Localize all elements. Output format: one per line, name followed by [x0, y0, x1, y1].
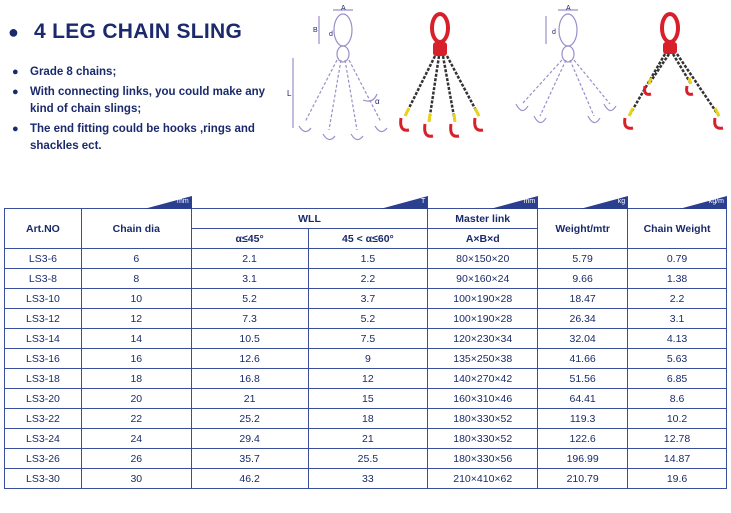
cell-master-link: 160×310×46 [428, 389, 538, 409]
dimension-b-label: B [313, 27, 318, 34]
header-weight-mtr-label: Weight/mtr [555, 222, 610, 235]
cell-art-no: LS3-16 [5, 349, 82, 369]
cell-master-link: 120×230×34 [428, 329, 538, 349]
cell-wll-60: 5.2 [308, 309, 428, 329]
cell-master-link: 100×190×28 [428, 309, 538, 329]
cell-chain-dia: 24 [81, 429, 191, 449]
feature-text: Grade 8 chains; [30, 66, 117, 78]
cell-master-link: 135×250×38 [428, 349, 538, 369]
cell-art-no: LS3-6 [5, 249, 82, 269]
dimension-a-label: A [341, 5, 346, 12]
unit-tab [679, 196, 727, 209]
header-master-link-dims: A×B×d [428, 229, 538, 249]
cell-wll-60: 1.5 [308, 249, 428, 269]
cell-chain-dia: 20 [81, 389, 191, 409]
cell-art-no: LS3-30 [5, 469, 82, 489]
specs-table [4, 198, 727, 489]
cell-chain-weight: 6.85 [628, 369, 727, 389]
dimension-d-label: d [552, 29, 556, 36]
hook-icon [451, 124, 459, 136]
table-row [5, 469, 727, 489]
header-master-link-label: Master link [455, 212, 511, 225]
cell-wll-45: 16.8 [191, 369, 308, 389]
cell-chain-dia: 26 [81, 449, 191, 469]
header-chain-weight [628, 198, 727, 249]
cell-wll-45: 3.1 [191, 269, 308, 289]
cell-chain-weight: 5.63 [628, 349, 727, 369]
cell-weight-mtr: 51.56 [538, 369, 628, 389]
feature-text: The end fitting could be hooks ,rings and shackles ect. [30, 123, 255, 152]
angle-alpha-label: α [375, 97, 380, 106]
cell-weight-mtr: 5.79 [538, 249, 628, 269]
cell-master-link: 80×150×20 [428, 249, 538, 269]
cell-chain-dia: 6 [81, 249, 191, 269]
table-row [5, 429, 727, 449]
cell-chain-dia: 10 [81, 289, 191, 309]
cell-chain-weight: 1.38 [628, 269, 727, 289]
header-wll-angle-45: α≤45° [191, 229, 308, 249]
cell-wll-60: 18 [308, 409, 428, 429]
feature-item [12, 121, 282, 155]
header-wll-label: WLL [298, 212, 321, 225]
unit-label: kg/m [708, 198, 724, 205]
cell-weight-mtr: 122.6 [538, 429, 628, 449]
hook-icon [645, 86, 651, 94]
cell-master-link: 100×190×28 [428, 289, 538, 309]
cell-chain-weight: 3.1 [628, 309, 727, 329]
cell-wll-45: 7.3 [191, 309, 308, 329]
hook-icon [625, 118, 633, 128]
cell-chain-weight: 2.2 [628, 289, 727, 309]
header-chain-weight-label: Chain Weight [643, 222, 711, 235]
hook-icon [687, 86, 693, 94]
hook-icon [715, 118, 723, 128]
cell-weight-mtr: 9.66 [538, 269, 628, 289]
hook-icon [425, 124, 433, 136]
cell-chain-dia: 12 [81, 309, 191, 329]
cell-chain-dia: 18 [81, 369, 191, 389]
cell-chain-weight: 4.13 [628, 329, 727, 349]
page-title: 4 LEG CHAIN SLING [34, 20, 243, 43]
cell-chain-dia: 16 [81, 349, 191, 369]
table-row [5, 369, 727, 389]
table-body [5, 249, 727, 489]
header-chain-dia-label: Chain dia [112, 222, 160, 235]
cell-art-no: LS3-18 [5, 369, 82, 389]
cell-master-link: 180×330×56 [428, 449, 538, 469]
cell-weight-mtr: 196.99 [538, 449, 628, 469]
cell-wll-60: 9 [308, 349, 428, 369]
cell-wll-45: 21 [191, 389, 308, 409]
cell-art-no: LS3-20 [5, 389, 82, 409]
cell-wll-60: 12 [308, 369, 428, 389]
table-row [5, 289, 727, 309]
header-art-no: Art.NO [5, 209, 82, 249]
bullet-icon: ● [12, 123, 19, 135]
cell-weight-mtr: 210.79 [538, 469, 628, 489]
header-wll [191, 198, 428, 229]
cell-wll-45: 29.4 [191, 429, 308, 449]
cell-chain-weight: 0.79 [628, 249, 727, 269]
cell-wll-45: 5.2 [191, 289, 308, 309]
cell-chain-weight: 14.87 [628, 449, 727, 469]
cell-wll-45: 46.2 [191, 469, 308, 489]
header-weight-mtr [538, 198, 628, 249]
cell-chain-dia: 30 [81, 469, 191, 489]
hook-icon [401, 118, 409, 130]
table-row [5, 329, 727, 349]
table-row [5, 409, 727, 429]
cell-art-no: LS3-12 [5, 309, 82, 329]
dimension-d-label: d [329, 31, 333, 38]
unit-tab [490, 196, 538, 209]
cell-wll-60: 15 [308, 389, 428, 409]
cell-chain-dia: 22 [81, 409, 191, 429]
unit-label: mm [523, 198, 536, 205]
feature-list [12, 64, 282, 158]
sling-photo-2 [615, 4, 731, 154]
cell-art-no: LS3-24 [5, 429, 82, 449]
cell-master-link: 180×330×52 [428, 409, 538, 429]
header-wll-angle-60: 45 < α≤60° [308, 229, 428, 249]
cell-wll-60: 33 [308, 469, 428, 489]
dimension-a-label: A [566, 5, 571, 12]
hook-icon [475, 118, 483, 130]
cell-master-link: 210×410×62 [428, 469, 538, 489]
cell-wll-60: 25.5 [308, 449, 428, 469]
cell-wll-60: 2.2 [308, 269, 428, 289]
cell-wll-45: 10.5 [191, 329, 308, 349]
cell-wll-60: 7.5 [308, 329, 428, 349]
cell-chain-dia: 8 [81, 269, 191, 289]
unit-tab [580, 196, 628, 209]
sling-drawing-outline-2 [510, 4, 620, 154]
feature-item [12, 84, 282, 118]
sling-photo-1 [385, 4, 495, 154]
bullet-icon: ● [12, 86, 19, 98]
table-row [5, 249, 727, 269]
table-row [5, 389, 727, 409]
bullet-icon: ● [12, 66, 19, 78]
cell-chain-weight: 19.6 [628, 469, 727, 489]
unit-label: T [421, 198, 426, 205]
cell-wll-45: 2.1 [191, 249, 308, 269]
sling-drawing-outline-1 [285, 4, 395, 154]
cell-master-link: 180×330×52 [428, 429, 538, 449]
cell-wll-60: 3.7 [308, 289, 428, 309]
cell-weight-mtr: 32.04 [538, 329, 628, 349]
cell-weight-mtr: 18.47 [538, 289, 628, 309]
unit-label: mm [177, 198, 189, 205]
header-chain-dia [81, 198, 191, 249]
cell-wll-45: 12.6 [191, 349, 308, 369]
cell-art-no: LS3-14 [5, 329, 82, 349]
cell-wll-45: 25.2 [191, 409, 308, 429]
cell-chain-weight: 10.2 [628, 409, 727, 429]
cell-art-no: LS3-22 [5, 409, 82, 429]
cell-weight-mtr: 64.41 [538, 389, 628, 409]
cell-weight-mtr: 119.3 [538, 409, 628, 429]
table-row [5, 349, 727, 369]
table-row [5, 449, 727, 469]
unit-tab [380, 196, 428, 209]
cell-master-link: 140×270×42 [428, 369, 538, 389]
feature-text: With connecting links, you could make any kind of chain slings; [30, 86, 266, 115]
unit-tab [144, 196, 192, 209]
unit-label: kg [617, 198, 626, 205]
cell-art-no: LS3-10 [5, 289, 82, 309]
cell-art-no: LS3-8 [5, 269, 82, 289]
bullet-icon: ● [8, 21, 19, 42]
cell-weight-mtr: 26.34 [538, 309, 628, 329]
title-row [8, 20, 242, 44]
cell-chain-weight: 12.78 [628, 429, 727, 449]
feature-item [12, 64, 282, 81]
cell-wll-60: 21 [308, 429, 428, 449]
cell-wll-45: 35.7 [191, 449, 308, 469]
master-link-outline [334, 14, 352, 46]
table-row [5, 309, 727, 329]
cell-weight-mtr: 41.66 [538, 349, 628, 369]
table-row [5, 269, 727, 289]
cell-master-link: 90×160×24 [428, 269, 538, 289]
header-master-link [428, 198, 538, 229]
dimension-l-label: L [287, 89, 292, 98]
cell-art-no: LS3-26 [5, 449, 82, 469]
cell-chain-weight: 8.6 [628, 389, 727, 409]
cell-chain-dia: 14 [81, 329, 191, 349]
